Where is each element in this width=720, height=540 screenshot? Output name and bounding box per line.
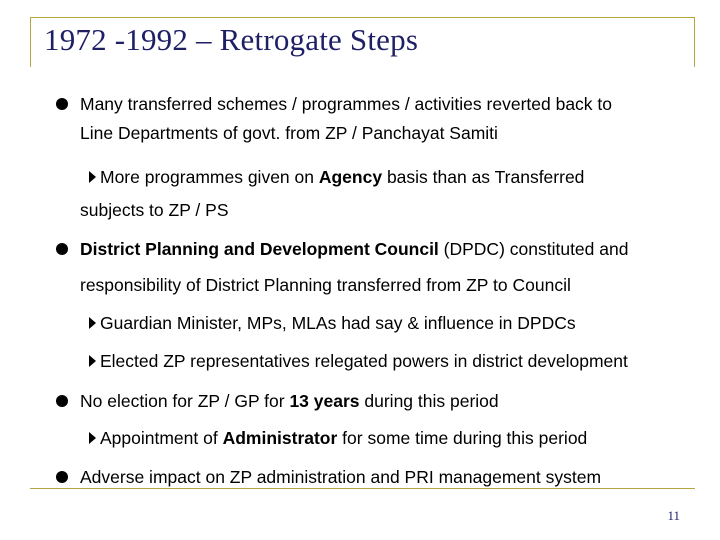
bullet-4: Adverse impact on ZP administration and PRI management system xyxy=(80,467,602,487)
bullet-3-text-bold: 13 years xyxy=(289,391,360,411)
arrow-right-icon xyxy=(89,432,96,444)
bullet-2-text-post: (DPDC) constituted and xyxy=(438,239,629,259)
bullet-1-line-2: Line Departments of govt. from ZP / Panchayat Samiti xyxy=(80,123,498,143)
slide-title: 1972 -1992 – Retrogate Steps xyxy=(44,22,419,57)
frame-left-line xyxy=(30,17,31,67)
sub-4-text-pre: Appointment of xyxy=(100,428,223,448)
sub-bullet-1-line-2: subjects to ZP / PS xyxy=(80,200,229,220)
bullet-icon xyxy=(56,395,68,407)
sub-1-text-pre: More programmes given on xyxy=(100,167,319,187)
sub-1-text-post: basis than as Transferred xyxy=(382,167,585,187)
arrow-right-icon xyxy=(89,355,96,367)
page-number: 11 xyxy=(667,508,680,523)
arrow-right-icon xyxy=(89,317,96,329)
bullet-1-line-1: Many transferred schemes / programmes / activities reverted back to xyxy=(80,94,613,114)
bullet-2-text-bold: District Planning and Development Council xyxy=(80,239,439,259)
sub-bullet-2: Guardian Minister, MPs, MLAs had say & influence in DPDCs xyxy=(100,313,576,333)
sub-1-text-bold: Agency xyxy=(318,167,383,187)
bullet-3-text-post: during this period xyxy=(359,391,499,411)
arrow-right-icon xyxy=(89,171,96,183)
bullet-icon xyxy=(56,471,68,483)
sub-4-text-bold: Administrator xyxy=(222,428,338,448)
frame-top-line xyxy=(30,17,695,18)
bullet-2-line-2: responsibility of District Planning transferred from ZP to Council xyxy=(80,275,571,295)
sub-bullet-4 xyxy=(100,419,587,457)
bullet-icon xyxy=(56,98,68,110)
bullet-2-line-1 xyxy=(80,230,628,268)
bullet-3-text-pre: No election for ZP / GP for xyxy=(80,391,290,411)
frame-right-line xyxy=(694,17,695,67)
sub-4-text-post: for some time during this period xyxy=(337,428,588,448)
bullet-3 xyxy=(80,382,499,420)
bullet-icon xyxy=(56,243,68,255)
sub-bullet-3: Elected ZP representatives relegated powers in district development xyxy=(100,351,628,371)
